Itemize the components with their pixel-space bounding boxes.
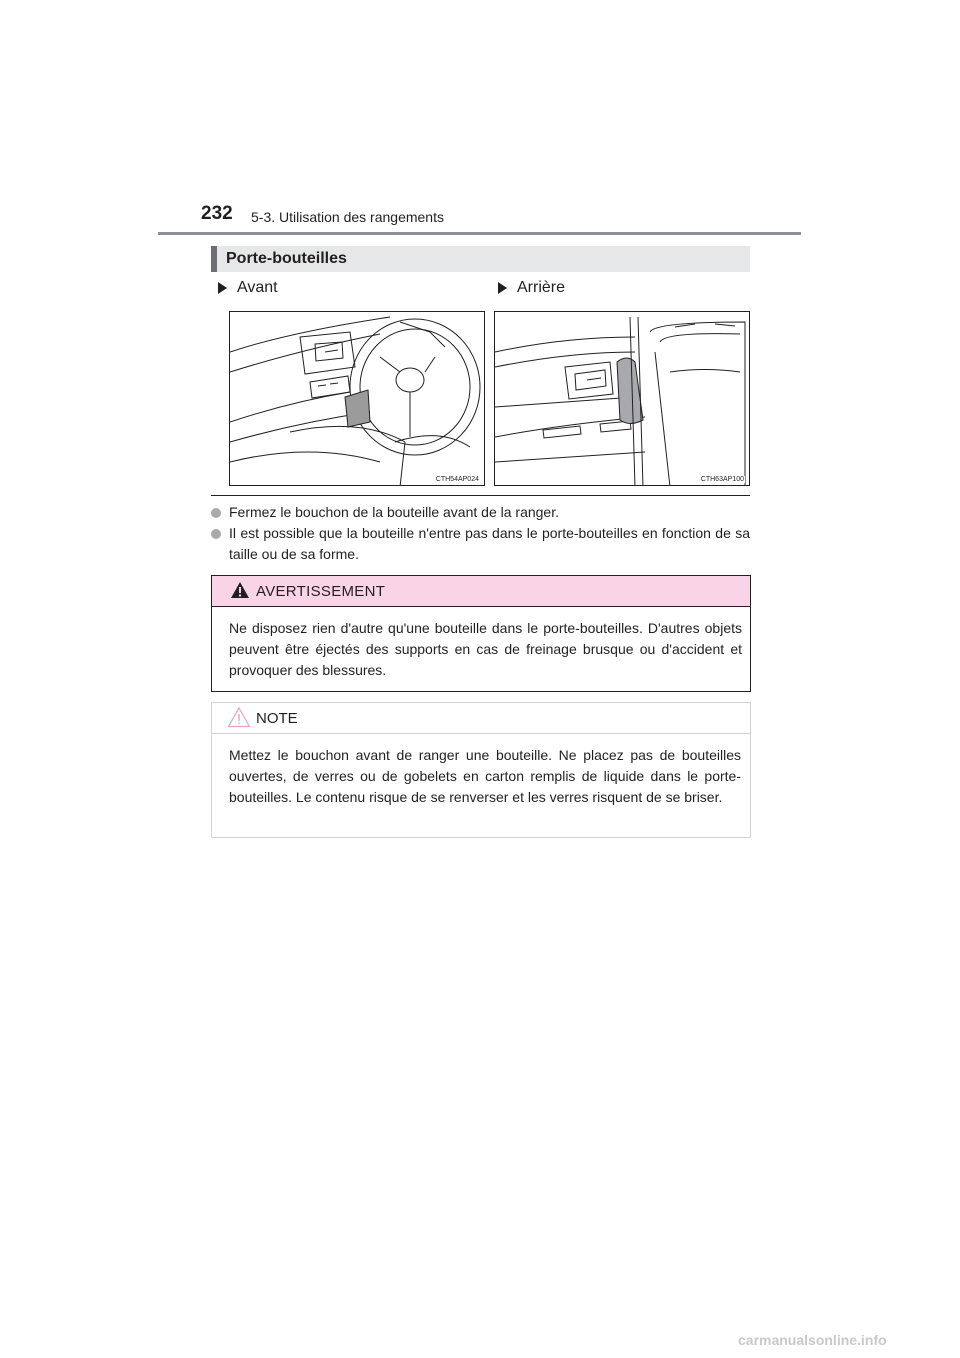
bullet-dot-icon bbox=[211, 529, 221, 539]
figure-divider bbox=[211, 495, 750, 496]
figure-front-code: CTH54AP024 bbox=[435, 476, 479, 483]
section-title: 5-3. Utilisation des rangements bbox=[251, 209, 444, 225]
caution-outline-icon bbox=[227, 706, 251, 728]
triangle-bullet-icon bbox=[498, 282, 507, 294]
watermark: carmanualsonline.info bbox=[738, 1332, 887, 1348]
header-rule bbox=[158, 232, 801, 235]
figure-rear-code: CTH63AP100 bbox=[700, 476, 744, 483]
note-title: NOTE bbox=[256, 710, 298, 727]
caption-front bbox=[218, 279, 278, 297]
warning-header bbox=[212, 576, 750, 607]
warning-text: Ne disposez rien d'autre qu'une bouteille dans le porte-bouteilles. D'autres objets peuvent être éjectés des supports en cas de freinage brusque ou d'accident et provoquer des blessures. bbox=[229, 620, 742, 678]
warning-title: AVERTISSEMENT bbox=[256, 583, 386, 600]
bullet-text: Fermez le bouchon de la bouteille avant de la ranger. bbox=[229, 504, 559, 520]
front-interior-illustration bbox=[230, 312, 485, 486]
page-number: 232 bbox=[201, 203, 233, 224]
section-heading bbox=[211, 246, 750, 272]
bullet-item bbox=[211, 502, 750, 523]
note-box bbox=[211, 702, 751, 838]
note-text: Mettez le bouchon avant de ranger une bouteille. Ne placez pas de bouteilles ouvertes, de verres ou de gobelets en carton remplis de liquide dans le porte-bouteilles. Le contenu risque de se renverser et les verres risquent de se briser. bbox=[229, 747, 741, 805]
warning-triangle-icon bbox=[230, 581, 250, 599]
figure-rear bbox=[494, 311, 750, 486]
note-header bbox=[212, 703, 750, 734]
bullet-text: Il est possible que la bouteille n'entre pas dans le porte-bouteilles en fonction de sa taille ou de sa forme. bbox=[229, 525, 750, 562]
figure-front bbox=[229, 311, 485, 486]
caption-rear bbox=[498, 279, 565, 297]
triangle-bullet-icon bbox=[218, 282, 227, 294]
caption-rear-text: Arrière bbox=[517, 279, 566, 296]
bullet-dot-icon bbox=[211, 508, 221, 518]
caption-front-text: Avant bbox=[237, 279, 278, 296]
heading-accent bbox=[211, 246, 217, 272]
bullet-item bbox=[211, 523, 750, 565]
rear-door-illustration bbox=[495, 312, 750, 486]
warning-box bbox=[211, 575, 751, 692]
heading-text: Porte-bouteilles bbox=[226, 250, 347, 267]
